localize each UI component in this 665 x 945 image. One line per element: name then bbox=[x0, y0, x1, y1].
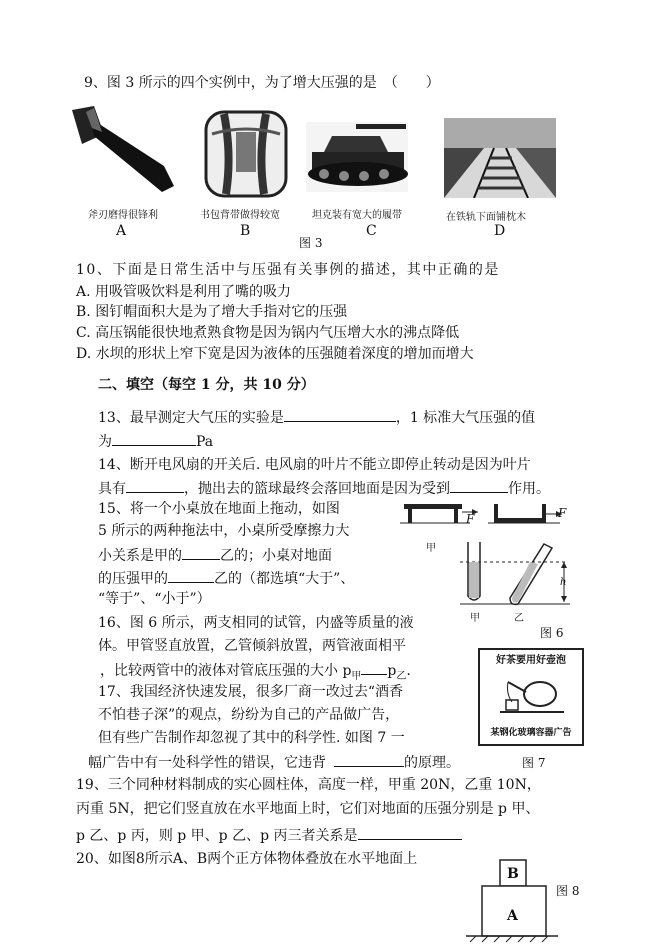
q10-option-a: A. 用吸管吸饮料是利用了嘴的吸力 bbox=[76, 284, 292, 300]
q9-caption-b: 书包背带做得较宽 bbox=[200, 210, 280, 221]
q13-line2: 为 Pa bbox=[98, 431, 213, 451]
q16-line2: 体。甲管竖直放置，乙管倾斜放置，两管液面相平 bbox=[98, 638, 406, 654]
q15-line5: “等于”、“小于”） bbox=[98, 591, 211, 607]
teapot-icon bbox=[500, 670, 564, 714]
q19-line3: p 乙、p 丙，则 p 甲、p 乙、p 丙三者关系是 bbox=[76, 825, 462, 845]
q14-blank-1[interactable] bbox=[126, 478, 184, 493]
fig6-label: 图 6 bbox=[540, 626, 564, 640]
fig7-label: 图 7 bbox=[522, 756, 546, 770]
q17-blank[interactable] bbox=[334, 752, 404, 767]
q15-line1: 15、将一个小桌放在地面上拖动，如图 bbox=[98, 501, 340, 517]
q13-blank-2[interactable] bbox=[112, 431, 196, 446]
q15-blank-1[interactable] bbox=[182, 545, 220, 560]
railway-image bbox=[444, 118, 556, 198]
fig6-test-tubes bbox=[460, 540, 575, 610]
q9-letter-c: C bbox=[366, 223, 377, 239]
q16-line3: ，比较两管中的液体对管底压强的大小 $p_甲$ $p_乙$. bbox=[100, 660, 411, 686]
q13-blank-1[interactable] bbox=[284, 407, 396, 422]
q14-blank-2[interactable] bbox=[450, 478, 508, 493]
section2-title: 二、填空（每空 1 分，共 10 分） bbox=[98, 377, 315, 393]
axe-image bbox=[64, 104, 184, 204]
fig3-label: 图 3 bbox=[299, 236, 323, 250]
q15-line2: 5 所示的两种拖法中，小桌所受摩擦力大 bbox=[98, 523, 350, 539]
fig7-ad bbox=[478, 648, 584, 746]
q9-letter-d: D bbox=[494, 223, 506, 239]
q15-line4: 的压强甲的 乙的（都选填“大于”、 bbox=[98, 568, 354, 588]
q13-line1: 13、最早测定大气压的实验是 ，1 标准大气压强的值 bbox=[98, 407, 535, 427]
q16-line1: 16、图 6 所示，两支相同的试管，内盛等质量的液 bbox=[98, 615, 414, 631]
q9-letter-b: B bbox=[240, 223, 251, 239]
q9-caption-c: 坦克装有宽大的履带 bbox=[312, 210, 402, 221]
q15-blank-2[interactable] bbox=[168, 568, 214, 583]
q10-option-c: C. 高压锅能很快地煮熟食物是因为锅内气压增大水的沸点降低 bbox=[76, 325, 460, 341]
backpack-image bbox=[196, 104, 296, 204]
q9-caption-d: 在铁轨下面铺枕木 bbox=[446, 212, 526, 223]
q9-letter-a: A bbox=[116, 223, 127, 239]
fig5-force-label-1: F bbox=[466, 512, 475, 526]
fig6-jia-label: 甲 bbox=[470, 613, 480, 624]
q17-line2: 不怕巷子深”的观点，纷纷为自己的产品做广告， bbox=[98, 707, 400, 723]
q15-line3: 小关系是甲的 乙的；小桌对地面 bbox=[98, 545, 332, 565]
ad-caption: 某钢化玻璃容器广告 bbox=[490, 728, 572, 738]
fig5-jia-label: 甲 bbox=[426, 543, 436, 554]
q10-option-b: B. 图钉帽面积大是为了增大手指对它的压强 bbox=[76, 304, 348, 320]
q9-caption-a: 斧刃磨得很锋利 bbox=[88, 210, 158, 221]
q17-line4: 幅广告中有一处科学性的错误，它违背 的原理。 bbox=[88, 752, 460, 772]
box-a-label: A bbox=[507, 908, 518, 924]
fig6-h-label: h bbox=[560, 577, 567, 588]
q19-line2: 丙重 5N，把它们竖直放在水平地面上时，它们对地面的压强分别是 p 甲、 bbox=[76, 801, 540, 817]
fig6-yi-label: 乙 bbox=[514, 613, 524, 624]
q20-line1: 20、如图8所示A、B两个正方体物体叠放在水平地面上 bbox=[76, 851, 418, 867]
q10-text: 10、下面是日常生活中与压强有关事例的描述，其中正确的是 bbox=[76, 262, 500, 278]
q9-text: 9、图 3 所示的四个实例中，为了增大压强的是 （ ） bbox=[84, 75, 440, 91]
q10-option-d: D. 水坝的形状上窄下宽是因为液体的压强随着深度的增加而增大 bbox=[76, 346, 474, 362]
q19-blank[interactable] bbox=[358, 825, 462, 840]
q16-blank[interactable] bbox=[361, 660, 387, 675]
fig8-label: 图 8 bbox=[556, 884, 580, 898]
box-b-label: B bbox=[507, 866, 519, 882]
q17-line3: 但有些广告制作却忽视了其中的科学性. 如图 7 一 bbox=[98, 730, 405, 746]
q17-line1: 17、我国经济快速发展，很多厂商一改过去“酒香 bbox=[98, 684, 403, 700]
fig5-table-drag bbox=[400, 498, 575, 538]
q14-line1: 14、断开电风扇的开关后. 电风扇的叶片不能立即停止转动是因为叶片 bbox=[98, 457, 531, 473]
fig5-force-label-2: F bbox=[558, 506, 567, 520]
ad-title: 好茶要用好壶泡 bbox=[496, 655, 566, 666]
q14-line2: 具有 ，抛出去的篮球最终会落回地面是因为受到 作用。 bbox=[98, 478, 550, 498]
tank-image bbox=[302, 112, 412, 198]
q19-line1: 19、三个同种材料制成的实心圆柱体，高度一样，甲重 20N，乙重 10N， bbox=[76, 777, 541, 793]
